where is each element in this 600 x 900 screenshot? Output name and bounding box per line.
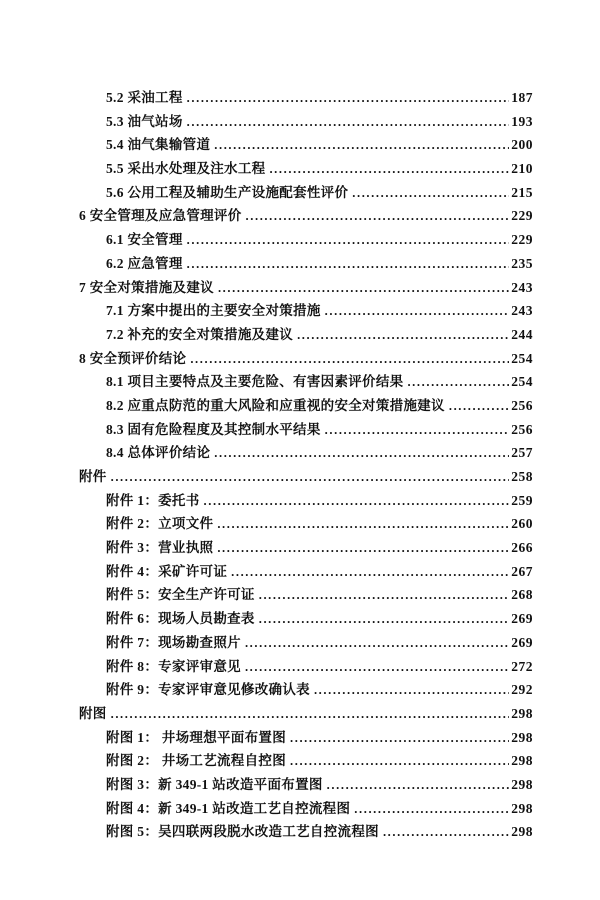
toc-entry[interactable]	[79, 347, 533, 371]
toc-entry-page-number: 215	[511, 184, 533, 200]
toc-entry[interactable]	[79, 820, 533, 844]
dot-leader	[259, 612, 510, 627]
toc-entry[interactable]	[79, 465, 533, 489]
toc-entry-page-number: 298	[511, 753, 533, 769]
dot-leader	[111, 707, 510, 722]
toc-entry-page-number: 298	[511, 705, 533, 721]
toc-entry-label: 5.2 采油工程	[106, 90, 183, 105]
toc-entry-page-number: 298	[511, 776, 533, 792]
dot-leader	[325, 423, 510, 438]
toc-entry-label: 附件 9：专家评审意见修改确认表	[106, 682, 310, 698]
toc-entry-label: 6 安全管理及应急管理评价	[79, 208, 242, 224]
toc-entry-page-number: 258	[511, 469, 533, 484]
dot-leader	[187, 91, 510, 106]
dot-leader	[187, 115, 510, 130]
toc-entry-page-number: 259	[511, 492, 533, 508]
dot-leader	[314, 683, 509, 698]
toc-entry-label: 附件 6：现场人员勘查表	[106, 611, 255, 627]
toc-entry-label: 附图 1： 井场理想平面布置图	[106, 729, 286, 745]
toc-entry-label: 附件 2：立项文件	[106, 516, 214, 532]
toc-entry-label: 5.6 公用工程及辅助生产设施配套性评价	[106, 184, 349, 200]
dot-leader	[383, 825, 509, 840]
dot-leader	[190, 352, 509, 367]
toc-entry-label: 5.3 油气站场	[106, 113, 183, 129]
dot-leader	[231, 565, 509, 580]
toc-entry-label: 8.3 固有危险程度及其控制水平结果	[106, 421, 321, 437]
toc-entry-label: 7.1 方案中提出的主要安全对策措施	[106, 303, 321, 319]
toc-entry-label: 8.4 总体评价结论	[106, 445, 211, 461]
toc-entry[interactable]	[79, 228, 533, 252]
toc-entry-page-number: 260	[511, 516, 533, 532]
toc-entry-page-number: 268	[511, 587, 533, 603]
toc-entry-page-number: 229	[511, 208, 533, 224]
dot-leader	[218, 281, 509, 296]
dot-leader	[297, 328, 509, 343]
dot-leader	[354, 802, 509, 817]
toc-entry-page-number: 256	[511, 421, 533, 437]
toc-entry-page-number: 254	[511, 374, 533, 390]
toc-entry[interactable]	[79, 655, 533, 679]
toc-entry-label: 附图 3：新 349-1 站改造平面布置图	[106, 776, 323, 792]
toc-entry-label: 8.2 应重点防范的重大风险和应重视的安全对策措施建议	[106, 397, 445, 413]
toc-entry-page-number: 272	[511, 658, 533, 674]
toc-entry-label: 附图 2： 井场工艺流程自控图	[106, 753, 286, 769]
toc-entry[interactable]	[79, 133, 533, 157]
toc-entry[interactable]	[79, 299, 533, 323]
toc-entry-label: 附件 3：营业执照	[106, 540, 214, 556]
toc-entry[interactable]	[79, 252, 533, 276]
toc-entry-page-number: 257	[511, 445, 533, 461]
toc-entry[interactable]	[79, 394, 533, 418]
toc-entry[interactable]	[79, 489, 533, 513]
toc-entry[interactable]	[79, 370, 533, 394]
toc-entry[interactable]	[79, 323, 533, 347]
dot-leader	[327, 778, 510, 793]
dot-leader	[214, 446, 509, 461]
toc-entry[interactable]	[79, 726, 533, 750]
toc-entry-page-number: 244	[511, 326, 533, 342]
dot-leader	[449, 399, 509, 414]
toc-entry-page-number: 254	[511, 350, 533, 366]
dot-leader	[111, 470, 510, 485]
toc-entry[interactable]	[79, 512, 533, 536]
dot-leader	[290, 754, 509, 769]
dot-leader	[259, 588, 510, 603]
toc-entry-label: 6.2 应急管理	[106, 255, 183, 271]
toc-entry[interactable]	[79, 797, 533, 821]
toc-entry[interactable]	[79, 181, 533, 205]
dot-leader	[245, 660, 509, 675]
toc-entry-page-number: 187	[511, 90, 533, 105]
dot-leader	[217, 517, 509, 532]
toc-entry-page-number: 267	[511, 563, 533, 579]
toc-entry[interactable]	[79, 560, 533, 584]
table-of-contents	[79, 86, 533, 844]
dot-leader	[269, 162, 509, 177]
toc-entry-label: 附件 7：现场勘查照片	[106, 634, 241, 650]
toc-entry-page-number: 298	[511, 800, 533, 816]
toc-entry-page-number: 266	[511, 540, 533, 556]
dot-leader	[290, 731, 509, 746]
toc-entry[interactable]	[79, 536, 533, 560]
toc-entry[interactable]	[79, 583, 533, 607]
toc-entry-page-number: 292	[511, 682, 533, 698]
toc-entry-label: 附件 5：安全生产许可证	[106, 587, 255, 603]
toc-entry[interactable]	[79, 418, 533, 442]
dot-leader	[187, 257, 510, 272]
toc-entry-label: 附件	[79, 469, 107, 484]
dot-leader	[245, 636, 509, 651]
dot-leader	[325, 304, 510, 319]
toc-entry-label: 附图 4：新 349-1 站改造工艺自控流程图	[106, 800, 351, 816]
dot-leader	[187, 233, 510, 248]
toc-entry-page-number: 269	[511, 611, 533, 627]
toc-entry-page-number: 210	[511, 161, 533, 177]
toc-entry[interactable]	[79, 631, 533, 655]
dot-leader	[214, 138, 509, 153]
toc-entry-page-number: 243	[511, 279, 533, 295]
toc-entry-label: 5.5 采出水处理及注水工程	[106, 161, 266, 177]
toc-entry-label: 5.4 油气集输管道	[106, 137, 211, 153]
dot-leader	[217, 541, 509, 556]
toc-entry-label: 附图	[79, 705, 107, 721]
toc-entry-label: 7 安全对策措施及建议	[79, 279, 214, 295]
toc-entry-label: 7.2 补充的安全对策措施及建议	[106, 326, 294, 342]
toc-entry-page-number: 200	[511, 137, 533, 153]
toc-entry[interactable]	[79, 749, 533, 773]
toc-entry[interactable]	[79, 157, 533, 181]
toc-entry-page-number: 193	[511, 113, 533, 129]
toc-entry-label: 附件 1：委托书	[106, 492, 200, 508]
toc-entry-label: 附件 8：专家评审意见	[106, 658, 241, 674]
toc-entry-label: 8 安全预评价结论	[79, 350, 187, 366]
toc-entry-page-number: 256	[511, 397, 533, 413]
toc-entry[interactable]	[79, 607, 533, 631]
toc-entry[interactable]	[79, 110, 533, 134]
toc-entry[interactable]	[79, 702, 533, 726]
toc-entry-page-number: 243	[511, 303, 533, 319]
toc-entry-label: 8.1 项目主要特点及主要危险、有害因素评价结果	[106, 374, 404, 390]
dot-leader	[352, 186, 509, 201]
toc-entry-page-number: 298	[511, 729, 533, 745]
dot-leader	[407, 375, 509, 390]
toc-entry[interactable]	[79, 441, 533, 465]
toc-entry-page-number: 229	[511, 232, 533, 248]
toc-entry[interactable]	[79, 86, 533, 110]
toc-entry-page-number: 269	[511, 634, 533, 650]
toc-entry-page-number: 298	[511, 824, 533, 840]
toc-entry-page-number: 235	[511, 255, 533, 271]
toc-entry-label: 6.1 安全管理	[106, 232, 183, 248]
toc-entry[interactable]	[79, 276, 533, 300]
toc-entry[interactable]	[79, 773, 533, 797]
toc-entry-label: 附件 4：采矿许可证	[106, 563, 228, 579]
toc-entry[interactable]	[79, 204, 533, 228]
dot-leader	[246, 209, 510, 224]
toc-entry-label: 附图 5：吴四联两段脱水改造工艺自控流程图	[106, 824, 379, 840]
toc-entry[interactable]	[79, 678, 533, 702]
dot-leader	[204, 494, 510, 509]
